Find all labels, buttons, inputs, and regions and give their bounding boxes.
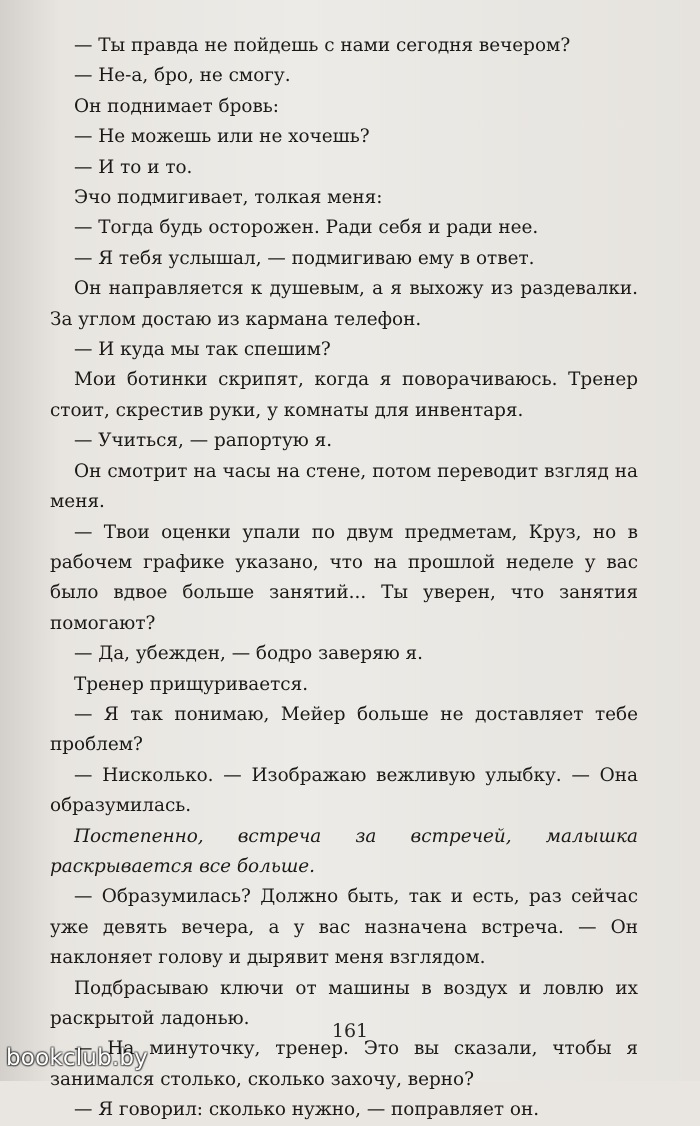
- page-text: [50, 31, 638, 1126]
- paragraph: Эчо подмигивает, толкая меня:: [74, 187, 383, 209]
- italic-thought: Постепенно, встреча за встречей, малышка раскрывается все больше.: [50, 825, 638, 877]
- paragraph: — Я говорил: сколько нужно, — поправляет он.: [74, 1099, 540, 1121]
- watermark: bookclub.by: [6, 1045, 148, 1071]
- page-number: 161: [331, 1020, 369, 1042]
- paragraph: Он поднимает бровь:: [74, 95, 279, 117]
- paragraph: — Нисколько. — Изображаю вежливую улыбку. — Она образумилась.: [50, 764, 638, 817]
- paragraph: — И то и то.: [74, 156, 193, 178]
- paragraph: Тренер прищуривается.: [74, 673, 309, 695]
- paragraph: — Да, убежден, — бодро заверяю я.: [74, 643, 423, 665]
- paragraph: — Ты правда не пойдешь с нами сегодня вечером?: [74, 35, 571, 56]
- paragraph: — Не-а, бро, не смогу.: [74, 65, 291, 87]
- paragraph: — И куда мы так спешим?: [74, 339, 331, 361]
- paragraph: Он направляется к душевым, а я выхожу из раздевалки. За углом достаю из кармана телефон.: [50, 278, 638, 330]
- paragraph: — Не можешь или не хочешь?: [74, 126, 370, 148]
- paragraph: — Учиться, — рапортую я.: [74, 430, 333, 452]
- paragraph: Он смотрит на часы на стене, потом переводит взгляд на меня.: [50, 460, 638, 513]
- paragraph: — Я тебя услышал, — подмигиваю ему в ответ.: [74, 247, 535, 269]
- paragraph: Мои ботинки скрипят, когда я поворачиваюсь. Тренер стоит, скрестив руки, у комнаты для инвентаря.: [50, 369, 638, 421]
- paragraph: — На минуточку, тренер. Это вы сказали, чтобы я занимался столько, сколько захочу, верно?: [50, 1038, 638, 1090]
- paragraph: — Твои оценки упали по двум предметам, Круз, но в рабочем графике указано, что на прошлой неделе у вас было вдвое больше занятий... Ты уверен, что занятия помогают?: [50, 521, 638, 634]
- paragraph: — Тогда будь осторожен. Ради себя и ради нее.: [74, 217, 539, 239]
- paragraph: — Я так понимаю, Мейер больше не доставляет тебе проблем?: [50, 703, 638, 756]
- paragraph: Подбрасываю ключи от машины в воздух и ловлю их раскрытой ладонью.: [50, 977, 638, 1029]
- paragraph: — Образумилась? Должно быть, так и есть, раз сейчас уже девять вечера, а у вас назначена встреча. — Он наклоняет голову и дырявит меня взглядом.: [50, 886, 638, 969]
